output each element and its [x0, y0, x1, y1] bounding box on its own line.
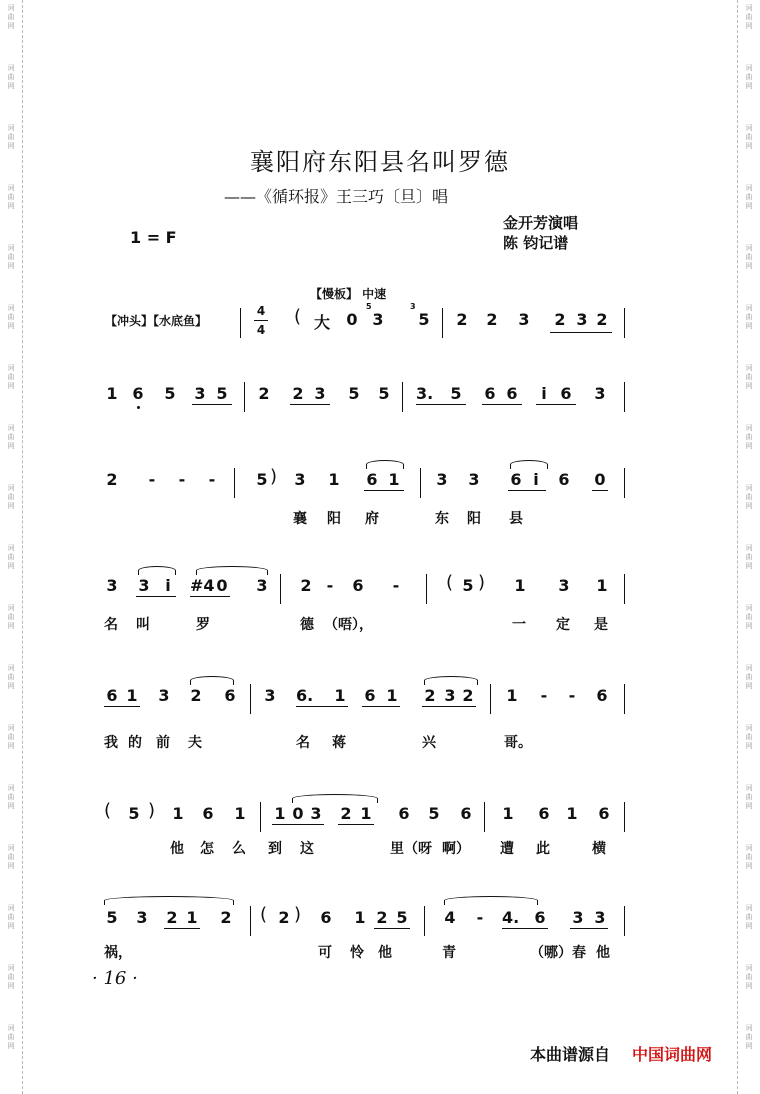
note: 3	[294, 470, 306, 489]
lyric: 德	[300, 617, 314, 633]
performer-credit: 金开芳演唱	[503, 214, 579, 232]
close-paren: )	[148, 800, 156, 821]
bar-line	[442, 308, 443, 338]
watermark-text: 词 曲 网	[745, 724, 753, 750]
beam	[416, 404, 466, 405]
lyric: 罗	[196, 617, 210, 633]
score-line-7	[100, 902, 640, 972]
score-line-4	[100, 570, 640, 640]
lyric: 到	[268, 841, 282, 857]
watermark-text: 词 曲 网	[7, 364, 15, 390]
note: 3	[194, 384, 206, 403]
lyric: 怜	[350, 945, 364, 961]
watermark-text: 词 曲 网	[745, 484, 753, 510]
lyric: 里（呀	[390, 841, 432, 857]
note: 6	[202, 804, 214, 823]
note: 6	[506, 384, 518, 403]
key-signature: 1 = F	[130, 228, 177, 247]
slur	[444, 896, 538, 905]
lyric: 阳	[327, 511, 341, 527]
note: 6	[534, 908, 546, 927]
lyric: （哪）春	[530, 945, 586, 961]
close-paren: )	[478, 572, 486, 593]
lyric: 此	[536, 841, 550, 857]
note: 1	[596, 576, 608, 595]
lyric: 青	[442, 945, 456, 961]
slur	[190, 676, 234, 685]
lyric: （唔），	[324, 617, 373, 633]
open-paren: (	[260, 904, 268, 925]
note: 5	[462, 576, 474, 595]
note: 6.	[296, 686, 314, 705]
lyric: 这	[300, 841, 314, 857]
slur	[196, 566, 268, 575]
note: 1	[360, 804, 372, 823]
note: 3.	[416, 384, 434, 403]
note: 5	[396, 908, 408, 927]
note: 6	[460, 804, 472, 823]
note: 2	[554, 310, 566, 329]
lyric: 阳	[467, 511, 481, 527]
open-paren: (	[446, 572, 454, 593]
lyric: 我	[104, 735, 118, 751]
note: 大	[314, 313, 331, 332]
beam	[338, 824, 374, 825]
note: 3	[372, 310, 384, 329]
beam	[104, 706, 140, 707]
beam	[536, 404, 576, 405]
bar-line	[624, 684, 625, 714]
beam	[362, 706, 400, 707]
note: 5	[106, 908, 118, 927]
close-paren: )	[294, 904, 302, 925]
note: #4	[190, 576, 215, 595]
note: 6	[364, 686, 376, 705]
watermark-text: 词 曲 网	[745, 784, 753, 810]
watermark-text: 词 曲 网	[7, 184, 15, 210]
tempo-marking: 【慢板】 中速	[310, 287, 387, 301]
watermark-text: 词 曲 网	[7, 4, 15, 30]
note: 5	[256, 470, 268, 489]
watermark-text: 词 曲 网	[7, 724, 15, 750]
lyric: 可	[318, 945, 332, 961]
note: -	[392, 576, 400, 595]
lyric: 哥。	[504, 735, 532, 751]
note: -	[540, 686, 548, 705]
watermark-text: 词 曲 网	[7, 484, 15, 510]
watermark-text: 词 曲 网	[7, 964, 15, 990]
lyric: 怎	[200, 841, 214, 857]
note: 2	[456, 310, 468, 329]
note: 6	[484, 384, 496, 403]
note: 3	[518, 310, 530, 329]
lyric: 他	[170, 841, 184, 857]
watermark-text: 词 曲 网	[7, 844, 15, 870]
lyric: 是	[594, 617, 608, 633]
note: 2	[278, 908, 290, 927]
watermark-text: 词 曲 网	[745, 664, 753, 690]
bar-line	[490, 684, 491, 714]
note: 4.	[502, 908, 520, 927]
bar-line	[624, 468, 625, 498]
note: 6	[398, 804, 410, 823]
lyric: 襄	[293, 511, 307, 527]
note: 3	[444, 686, 456, 705]
note: 6	[560, 384, 572, 403]
watermark-text: 词 曲 网	[7, 64, 15, 90]
note: 2	[596, 310, 608, 329]
beam	[374, 928, 410, 929]
note: -	[148, 470, 156, 489]
note: 3	[572, 908, 584, 927]
note: 6	[320, 908, 332, 927]
lyric: 他	[378, 945, 392, 961]
lyric: 啊）	[442, 841, 470, 857]
watermark-text: 词 曲 网	[745, 304, 753, 330]
lyric: 夫	[188, 735, 202, 751]
note: 2	[300, 576, 312, 595]
note: 3	[264, 686, 276, 705]
low-octave-dot	[137, 406, 140, 409]
open-paren: (	[104, 800, 112, 821]
note: 6	[106, 686, 118, 705]
note: 6	[558, 470, 570, 489]
beam	[190, 596, 230, 597]
lyric: 的	[128, 735, 142, 751]
note: 1	[386, 686, 398, 705]
beam	[136, 596, 176, 597]
note: -	[476, 908, 484, 927]
note: -	[208, 470, 216, 489]
beam	[290, 404, 330, 405]
note: 1	[106, 384, 118, 403]
note: 3	[594, 908, 606, 927]
beam	[272, 824, 324, 825]
slur	[366, 460, 404, 469]
note: 3	[314, 384, 326, 403]
note: 2	[258, 384, 270, 403]
watermark-text: 词 曲 网	[7, 244, 15, 270]
note: 4	[444, 908, 456, 927]
note: 5	[348, 384, 360, 403]
lyric: 府	[365, 511, 379, 527]
beam	[592, 490, 608, 491]
note: 2	[106, 470, 118, 489]
note: 0	[346, 310, 358, 329]
note: 3	[256, 576, 268, 595]
lyric: 名	[104, 617, 118, 633]
note: 1	[186, 908, 198, 927]
watermark-text: 词 曲 网	[745, 604, 753, 630]
slur	[292, 794, 378, 803]
note: 1	[502, 804, 514, 823]
watermark-text: 词 曲 网	[745, 64, 753, 90]
watermark-text: 词 曲 网	[7, 304, 15, 330]
note: 1	[514, 576, 526, 595]
lyric: 横	[592, 841, 606, 857]
lyric: 祸，	[104, 945, 132, 961]
beam	[570, 928, 608, 929]
note: 1	[172, 804, 184, 823]
note: i	[165, 576, 171, 595]
note: 3	[468, 470, 480, 489]
watermark-text: 词 曲 网	[745, 364, 753, 390]
source-footer	[530, 1042, 712, 1065]
lyric: 叫	[136, 617, 150, 633]
note: i	[533, 470, 539, 489]
note: 2	[190, 686, 202, 705]
prelude-marking: 【冲头】【水底鱼】	[105, 314, 208, 328]
bar-line	[402, 382, 403, 412]
watermark-text: 词 曲 网	[745, 4, 753, 30]
close-paren: )	[270, 466, 278, 487]
song-subtitle: ——《循环报》王三巧〔旦〕唱	[224, 187, 449, 206]
note: -	[178, 470, 186, 489]
note: 1	[334, 686, 346, 705]
lyric: 他	[596, 945, 610, 961]
note: 1	[354, 908, 366, 927]
note: 5	[428, 804, 440, 823]
transcriber-credit: 陈 钧记谱	[503, 234, 569, 252]
bar-line	[240, 308, 241, 338]
bar-line	[234, 468, 235, 498]
watermark-text: 词 曲 网	[745, 1024, 753, 1050]
note: 2	[462, 686, 474, 705]
lyric: 东	[435, 511, 449, 527]
score-line-2	[100, 378, 640, 448]
bar-line	[424, 906, 425, 936]
note: 5	[418, 310, 430, 329]
note: 2	[292, 384, 304, 403]
watermark-text: 词 曲 网	[745, 964, 753, 990]
score-line-1	[100, 304, 640, 374]
watermark-text: 词 曲 网	[745, 544, 753, 570]
note: 1	[234, 804, 246, 823]
note: 2	[166, 908, 178, 927]
note: 3	[594, 384, 606, 403]
note: 1	[328, 470, 340, 489]
bar-line	[250, 684, 251, 714]
note: 1	[274, 804, 286, 823]
note: 0	[292, 804, 304, 823]
source-label: 本曲谱源自	[530, 1045, 611, 1064]
note: 2	[376, 908, 388, 927]
lyric: 遭	[500, 841, 514, 857]
bar-line	[260, 802, 261, 832]
note: 0	[216, 576, 228, 595]
note: 6	[510, 470, 522, 489]
note: 6	[598, 804, 610, 823]
source-site-link[interactable]: 中国词曲网	[632, 1045, 713, 1064]
watermark-text: 词 曲 网	[7, 904, 15, 930]
watermark-text: 词 曲 网	[7, 124, 15, 150]
lyric: 前	[156, 735, 170, 751]
lyric: 名	[296, 735, 310, 751]
slur	[104, 896, 234, 905]
note: 1	[388, 470, 400, 489]
bar-line	[420, 468, 421, 498]
lyric: 县	[509, 511, 523, 527]
bar-line	[624, 382, 625, 412]
bar-line	[250, 906, 251, 936]
slur	[424, 676, 478, 685]
note: 0	[594, 470, 606, 489]
beam	[164, 928, 200, 929]
note: 3	[576, 310, 588, 329]
bar-line	[624, 802, 625, 832]
bar-line	[484, 802, 485, 832]
note: 6	[538, 804, 550, 823]
open-paren: (	[294, 306, 302, 327]
watermark-text: 词 曲 网	[7, 664, 15, 690]
bar-line	[624, 308, 625, 338]
watermark-text: 词 曲 网	[745, 424, 753, 450]
note: 3	[310, 804, 322, 823]
time-signature: 4 4	[254, 304, 268, 337]
bar-line	[244, 382, 245, 412]
slur	[138, 566, 176, 575]
beam	[192, 404, 232, 405]
beam	[508, 490, 546, 491]
bar-line	[624, 574, 625, 604]
grace-note: 5	[366, 302, 372, 311]
watermark-text: 词 曲 网	[7, 784, 15, 810]
bar-line	[280, 574, 281, 604]
note: 5	[216, 384, 228, 403]
lyric: 定	[556, 617, 570, 633]
watermark-text: 词 曲 网	[745, 244, 753, 270]
note: 3	[436, 470, 448, 489]
note: 6	[224, 686, 236, 705]
score-line-5	[100, 680, 640, 750]
note: 5	[378, 384, 390, 403]
watermark-text: 词 曲 网	[7, 544, 15, 570]
note: -	[326, 576, 334, 595]
lyric: 兴	[422, 735, 436, 751]
song-title: 襄阳府东阳县名叫罗德	[250, 148, 510, 176]
note: 3	[136, 908, 148, 927]
note: 1	[566, 804, 578, 823]
note: 2	[424, 686, 436, 705]
note: 6	[366, 470, 378, 489]
slur	[510, 460, 548, 469]
watermark-text: 词 曲 网	[745, 904, 753, 930]
note: 2	[486, 310, 498, 329]
beam	[422, 706, 476, 707]
beam	[502, 928, 548, 929]
bar-line	[426, 574, 427, 604]
watermark-text: 词 曲 网	[7, 604, 15, 630]
page-number: · 16 ·	[92, 968, 138, 989]
note: 1	[126, 686, 138, 705]
note: -	[568, 686, 576, 705]
note: 3	[158, 686, 170, 705]
beam	[364, 490, 404, 491]
note: 5	[450, 384, 462, 403]
grace-note: 3	[410, 302, 416, 311]
note: 6	[132, 384, 144, 403]
lyric: 一	[512, 617, 526, 633]
bar-line	[624, 906, 625, 936]
note: 1	[506, 686, 518, 705]
watermark-text: 词 曲 网	[745, 124, 753, 150]
note: i	[541, 384, 547, 403]
watermark-text: 词 曲 网	[745, 844, 753, 870]
score-line-3	[100, 464, 640, 534]
beam	[296, 706, 348, 707]
watermark-text: 词 曲 网	[745, 184, 753, 210]
watermark-text: 词 曲 网	[7, 1024, 15, 1050]
note: 2	[340, 804, 352, 823]
beam	[550, 332, 612, 333]
note: 6	[352, 576, 364, 595]
lyric: 么	[232, 841, 246, 857]
note: 6	[596, 686, 608, 705]
note: 5	[164, 384, 176, 403]
score-line-6	[100, 798, 640, 868]
note: 2	[220, 908, 232, 927]
lyric: 蒋	[332, 735, 346, 751]
watermark-text: 词 曲 网	[7, 424, 15, 450]
note: 3	[106, 576, 118, 595]
note: 3	[558, 576, 570, 595]
note: 5	[128, 804, 140, 823]
note: 3	[138, 576, 150, 595]
beam	[482, 404, 522, 405]
